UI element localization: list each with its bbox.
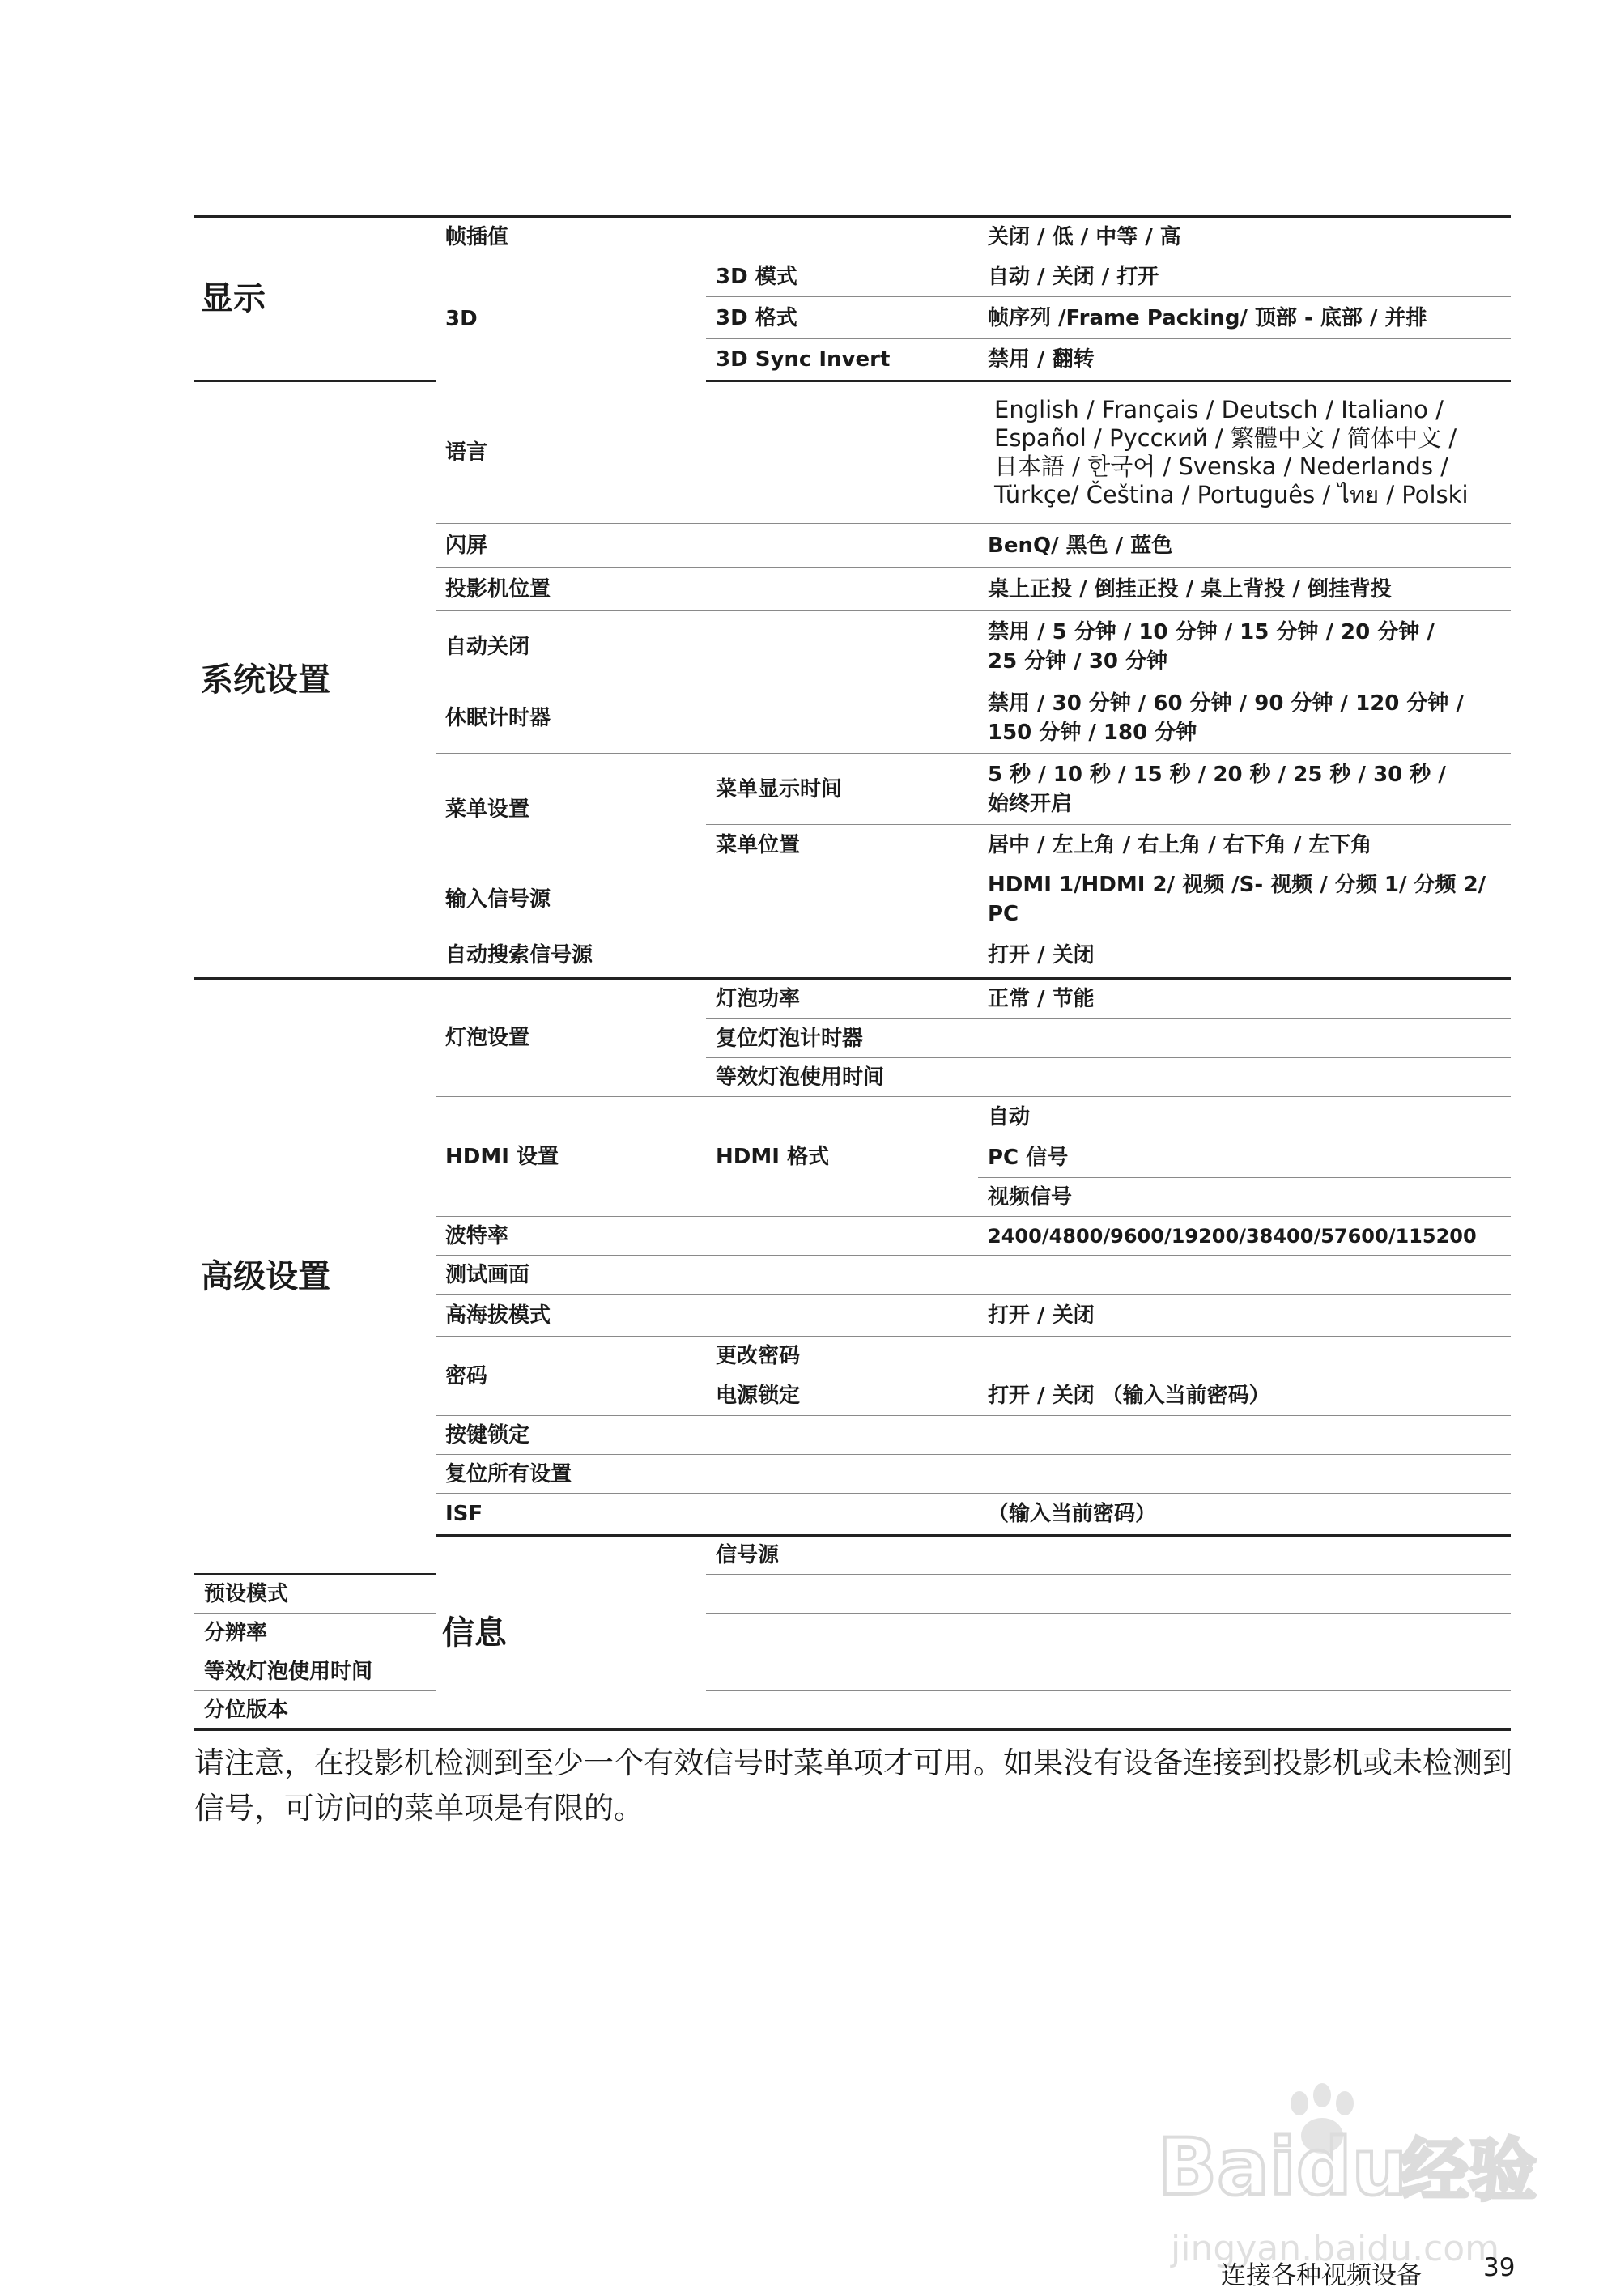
sublabel-empty [706,1691,978,1730]
label-lamp-settings: 灯泡设置 [436,979,706,1097]
label-info-preset: 预设模式 [194,1575,436,1614]
sublabel-menu-display-time: 菜单显示时间 [706,754,978,825]
table-row [194,1691,1511,1730]
language-line: English / Français / Deutsch / Italiano / [994,396,1444,423]
value-line: 150 分钟 / 180 分钟 [988,720,1197,745]
sublabel-empty [706,865,978,933]
value-position: 桌上正投 / 倒挂正投 / 桌上背投 / 倒挂背投 [978,568,1511,611]
value-menu-display-time [978,754,1511,825]
value-frame-interp: 关闭 / 低 / 中等 / 高 [978,217,1511,257]
group-advanced: 高级设置 [194,979,436,1575]
value-3d-sync: 禁用 / 翻转 [978,339,1511,381]
value-line: 25 分钟 / 30 分钟 [988,648,1168,674]
page-number: 39 [1483,2253,1516,2282]
value-line: 禁用 / 30 分钟 / 60 分钟 / 90 分钟 / 120 分钟 / [988,691,1464,716]
baidu-jingyan-watermark [1158,2073,1546,2275]
sublabel-empty [706,381,978,524]
value-menu-position: 居中 / 左上角 / 右上角 / 右下角 / 左下角 [978,825,1511,865]
group-info: 信息 [436,1536,706,1730]
label-high-altitude: 高海拔模式 [436,1295,706,1337]
sublabel-empty [706,611,978,682]
sublabel-3d-format: 3D 格式 [706,297,978,339]
label-password: 密码 [436,1337,706,1416]
label-info-resolution: 分辨率 [194,1614,436,1652]
value-line: HDMI 1/HDMI 2/ 视频 /S- 视频 / 分频 1/ 分频 2/ [988,872,1486,897]
label-baud-rate: 波特率 [436,1217,706,1256]
sublabel-empty [706,1614,978,1652]
table-row [194,1614,1511,1652]
paw-logo-icon [1291,2083,1354,2154]
value-hdmi-video: 视频信号 [978,1178,1511,1217]
label-auto-search: 自动搜索信号源 [436,933,706,979]
sublabel-empty [706,1256,978,1295]
label-frame-interp: 帧插值 [436,217,706,257]
value-empty [978,1256,1511,1295]
value-sleep [978,682,1511,754]
sublabel-empty [706,1416,978,1455]
sublabel-empty [706,568,978,611]
sublabel-3d-sync: 3D Sync Invert [706,339,978,381]
value-lamp-power: 正常 / 节能 [978,979,1511,1019]
sublabel-empty [706,1455,978,1494]
footer-section-title: 连接各种视频设备 [1221,2261,1422,2290]
label-sleep: 休眠计时器 [436,682,706,754]
value-hdmi-auto: 自动 [978,1097,1511,1137]
value-splash: BenQ/ 黑色 / 蓝色 [978,524,1511,568]
value-empty [978,1614,1511,1652]
value-empty [978,1058,1511,1097]
value-empty [978,1019,1511,1058]
table-row [194,1652,1511,1691]
label-3d: 3D [436,257,706,381]
value-empty [978,1691,1511,1730]
sublabel-empty [706,524,978,568]
value-3d-mode: 自动 / 关闭 / 打开 [978,257,1511,297]
value-empty [978,1337,1511,1375]
sublabel-empty [706,217,978,257]
sublabel-empty [706,1295,978,1337]
sublabel-empty [706,933,978,979]
value-language [978,381,1511,524]
sublabel-hdmi-format: HDMI 格式 [706,1097,978,1217]
sublabel-change-password: 更改密码 [706,1337,978,1375]
sublabel-empty [706,682,978,754]
label-info-lamp-hours: 等效灯泡使用时间 [194,1652,436,1691]
value-auto-search: 打开 / 关闭 [978,933,1511,979]
label-isf: ISF [436,1494,706,1536]
sublabel-3d-mode: 3D 模式 [706,257,978,297]
label-splash: 闪屏 [436,524,706,568]
table-row [194,217,1511,257]
label-auto-off: 自动关闭 [436,611,706,682]
table-row [194,381,1511,524]
label-menu-settings: 菜单设置 [436,754,706,865]
watermark-brand: Baidu [1158,2122,1407,2213]
value-input-source [978,865,1511,933]
value-empty [978,1455,1511,1494]
value-line: 始终开启 [988,791,1073,816]
value-empty [978,1416,1511,1455]
label-input-source: 输入信号源 [436,865,706,933]
menu-note: 请注意，在投影机检测到至少一个有效信号时菜单项才可用。如果没有设备连接到投影机或未检测到信号，可访问的菜单项是有限的。 [194,1745,1512,1826]
label-info-firmware: 分位版本 [194,1691,436,1730]
value-isf: （输入当前密码） [978,1494,1511,1536]
sublabel-power-lock: 电源锁定 [706,1375,978,1416]
group-display: 显示 [194,217,436,381]
sublabel-lamp-reset: 复位灯泡计时器 [706,1019,978,1058]
sublabel-empty [706,1217,978,1256]
watermark-url: jingyan.baidu.com [1171,2228,1500,2269]
sublabel-empty [706,1494,978,1536]
value-auto-off [978,611,1511,682]
value-empty [978,1652,1511,1691]
value-line: 5 秒 / 10 秒 / 15 秒 / 20 秒 / 25 秒 / 30 秒 / [988,762,1446,787]
language-line: Español / Русский / 繁體中文 / 简体中文 / [994,424,1457,452]
group-system: 系统设置 [194,381,436,979]
table-row [194,1575,1511,1614]
label-hdmi-settings: HDMI 设置 [436,1097,706,1217]
value-power-lock: 打开 / 关闭 （输入当前密码） [978,1375,1511,1416]
value-baud-rate: 2400/4800/9600/19200/38400/57600/115200 [978,1217,1511,1256]
label-info-source: 信号源 [706,1536,978,1575]
label-reset-all: 复位所有设置 [436,1455,706,1494]
value-high-altitude: 打开 / 关闭 [978,1295,1511,1337]
language-line: Türkçe/ Čeština / Português / ไทย / Polski [994,481,1469,508]
label-test-pattern: 测试画面 [436,1256,706,1295]
value-3d-format: 帧序列 /Frame Packing/ 顶部 - 底部 / 并排 [978,297,1511,339]
sublabel-empty [706,1652,978,1691]
value-hdmi-pc: PC 信号 [978,1137,1511,1178]
value-empty [978,1575,1511,1614]
sublabel-empty [706,1575,978,1614]
sublabel-empty [978,1536,1511,1575]
language-line: 日本語 / 한국어 / Svenska / Nederlands / [994,453,1449,480]
menu-table [194,215,1511,1731]
value-line: 禁用 / 5 分钟 / 10 分钟 / 15 分钟 / 20 分钟 / [988,619,1435,644]
watermark-service: 经验 [1401,2131,1537,2210]
sublabel-menu-position: 菜单位置 [706,825,978,865]
label-key-lock: 按键锁定 [436,1416,706,1455]
table-row [194,979,1511,1019]
label-language: 语言 [436,381,706,524]
label-position: 投影机位置 [436,568,706,611]
value-line: PC [988,901,1019,926]
sublabel-lamp-power: 灯泡功率 [706,979,978,1019]
sublabel-lamp-hours: 等效灯泡使用时间 [706,1058,978,1097]
